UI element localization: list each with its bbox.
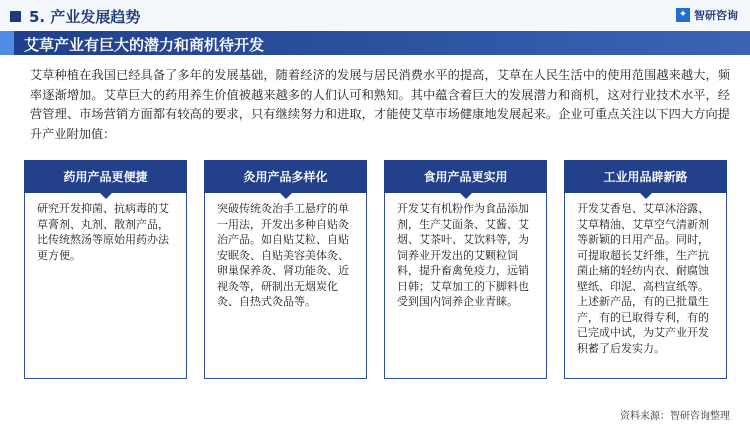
card-body: 研究开发抑菌、抗病毒的艾草膏剂、丸剂、散剂产品，比传统熬汤等原始用药办法更方便。 [37,202,169,262]
card-food [384,160,547,379]
card-title: 药用产品更便捷 [24,160,187,193]
card-body: 开发艾有机粉作为食品添加剂，生产艾面条、艾酱、艾烟、艾茶叶、艾饮料等，为饲养业开发出的艾颗粒饲料，提升畜禽免疫力，远销日韩；艾草加工的下脚料也受到国内饲养企业青睐。 [397,202,529,308]
card-title: 工业用品辟新路 [564,160,727,193]
title-banner [0,31,750,55]
square-bullet-icon [10,11,21,22]
section-heading [10,6,140,26]
zhiyan-logo-icon: ✦ [676,8,690,22]
brand-logo [676,7,738,23]
card-body: 突破传统灸治手工悬疗的单一用法，开发出多种自贴灸治产品。如自贴艾粒、自贴安眠灸、自贴美容美体灸、卵巢保养灸、肾功能灸、近视灸等，研制出无烟炭化灸、自热式灸品等。 [217,202,349,308]
card-medicinal [24,160,187,379]
card-moxibustion [204,160,367,379]
card-title: 食用产品更实用 [384,160,547,193]
card-title: 灸用产品多样化 [204,160,367,193]
banner-title: 艾草产业有巨大的潜力和商机待开发 [24,36,265,54]
card-industrial [564,160,727,379]
intro-paragraph: 艾草种植在我国已经具备了多年的发展基础，随着经济的发展与居民消费水平的提高，艾草在人民生活中的使用范围越来越大，频率逐渐增加。艾草巨大的药用养生价值被越来越多的人们认可和熟知。其中蕴含着巨大的发展潜力和商机，这对行业技术水平，经营管理、市场营销方面都有较高的要求，只有继续努力和进取，才能使艾草市场健康地发展起来。企业可重点关注以下四大方向提升产业附加值： [30,68,730,141]
source-note: 资料来源：智研咨询整理 [620,411,730,422]
logo-text: 智研咨询 [694,9,738,22]
top-bar [0,0,750,30]
card-body: 开发艾香皂、艾草沐浴露、艾草精油、艾草空气清新剂等新颖的日用产品。同时，可提取超长艾纤维，生产抗菌止痛的轻纺内衣、耐腐蚀壁纸、印泥、高档宣纸等。上述新产品，有的已批量生产，有的已取得专利，有的已完成中试，为艾产业开发积蓄了后发实力。 [577,202,709,355]
banner-accent-stripe [0,31,14,55]
section-title-text: 5. 产业发展趋势 [29,7,141,26]
